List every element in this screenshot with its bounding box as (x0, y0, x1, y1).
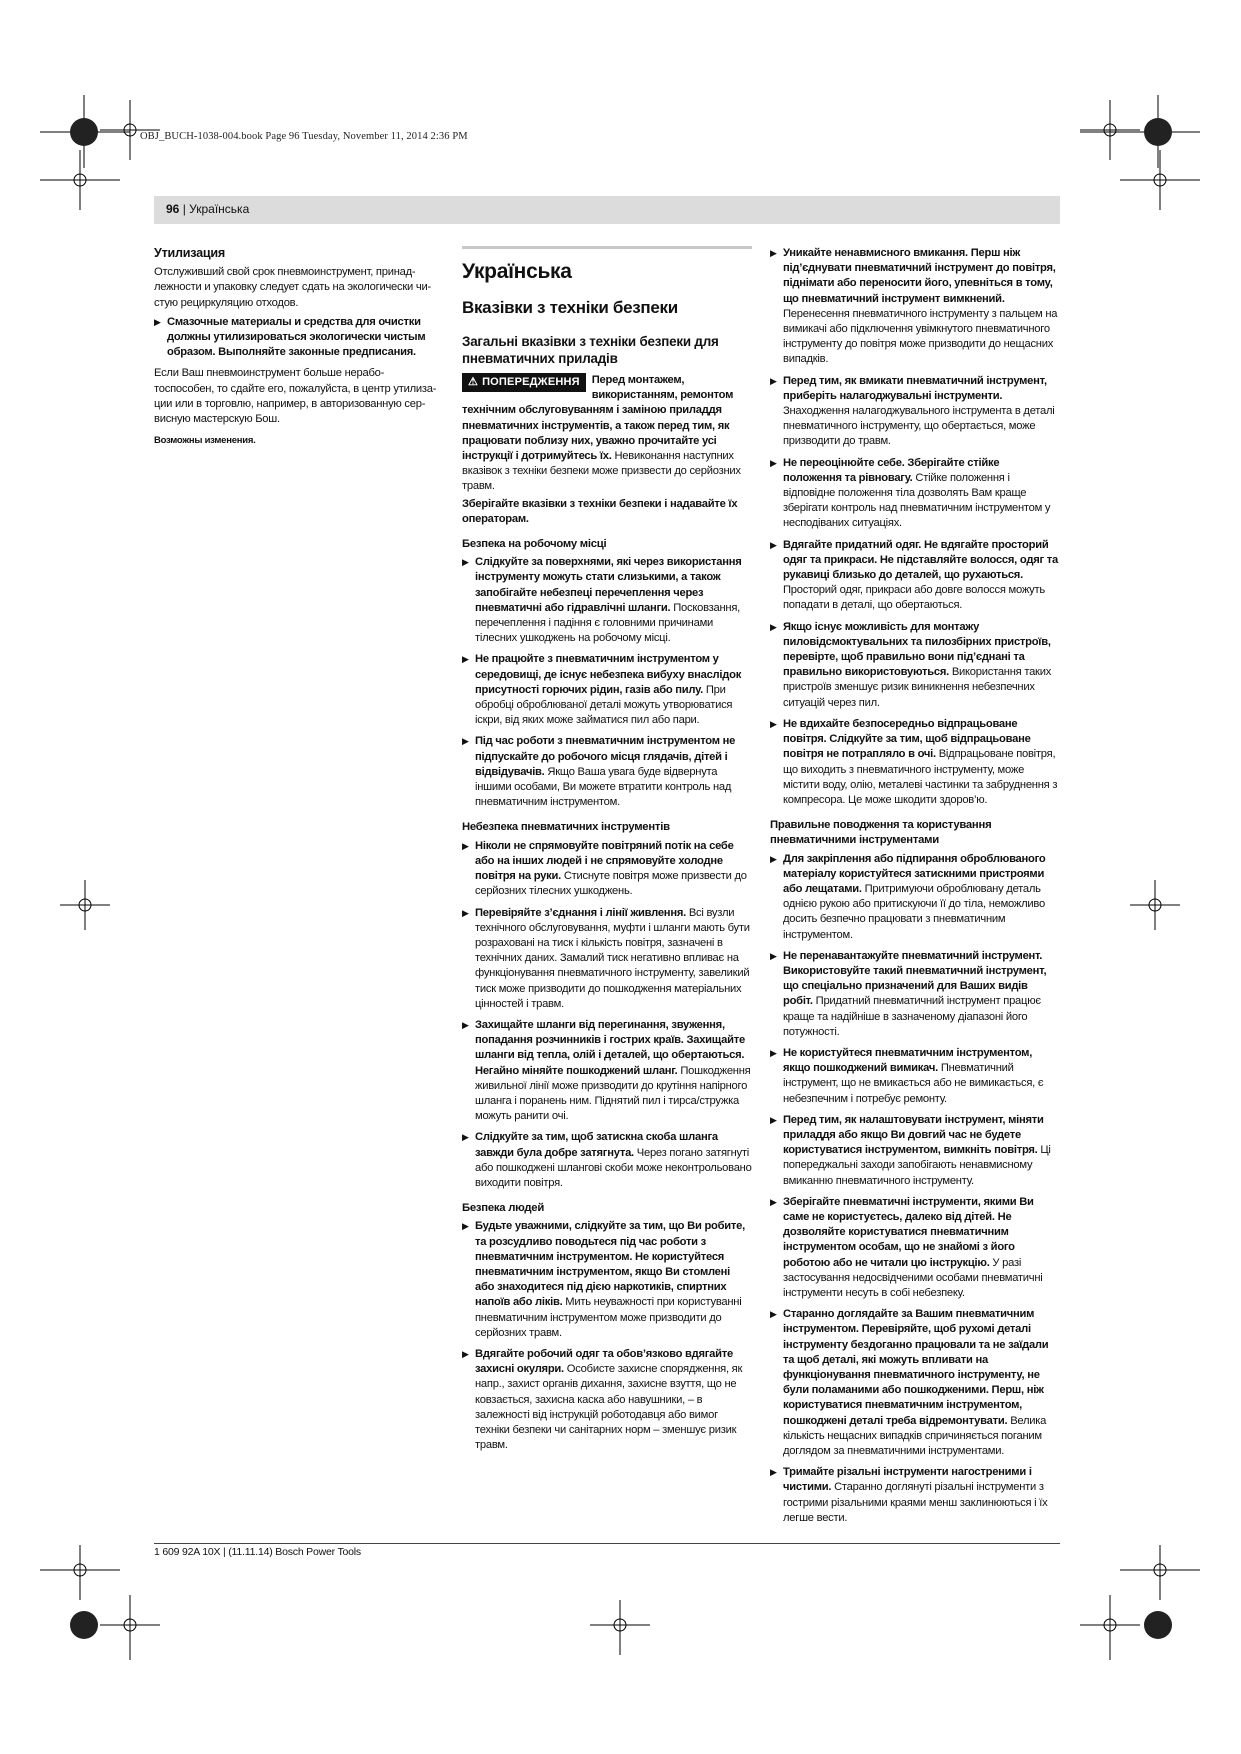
bullet-triangle-icon: ▶ (462, 907, 469, 918)
bullet-triangle-icon: ▶ (770, 1467, 777, 1478)
list-item: ▶ Під час роботи з пневматичним інструментом не підпускайте до робочого місця глядачів, дітей і відвідувачів. Якщо Ваша увага буде відвернута іншими особами, Ви можете втратити контроль над пневматичним інструментом. (462, 735, 736, 809)
list-item: ▶ Не працюйте з пневматичним інструментом у середовищі, де існує небезпека вибуху внаслідок присутності горючих рідин, газів або пилу. При обробці оброблюваної деталі можуть утворюватися іскри, від яких може займатися пил або пари. (462, 653, 742, 727)
workplace-heading: Безпека на робочому місці (462, 538, 607, 551)
changes-note: Возможны изменения. (154, 435, 256, 447)
bullet-triangle-icon: ▶ (462, 1132, 469, 1143)
paragraph: Отслуживший свой срок пневмоинструмент, принад-лежности и упаковку следует сдать на экологически чи-стую рециркуляцию отходов. (154, 266, 431, 309)
list-item: ▶ Перед тим, як вмикати пневматичний інструмент, приберіть налагоджувальні інструменти. Знаходження налагоджувального інструмента в деталі пневматичного інструменту, що обертається, може призводити до травм. (770, 374, 1055, 448)
list-item: ▶ Слідкуйте за тим, щоб затискна скоба шланга завжди була добре затягнута. Через погано затягнуті або пошкоджені шлангові скоби може неконтрольовано виходити повітря. (462, 1131, 752, 1189)
bullet-triangle-icon: ▶ (462, 736, 469, 747)
section-title: Вказівки з техніки безпеки (462, 298, 678, 317)
list-item: ▶ Смазочные материалы и средства для очистки должны утилизироваться экологически чистым образом. Выполняйте законные предписания. (154, 315, 426, 359)
file-header: OBJ_BUCH-1038-004.book Page 96 Tuesday, November 11, 2014 2:36 PM (140, 131, 468, 142)
hazard-heading: Небезпека пневматичних інструментів (462, 821, 670, 834)
list-item: ▶ Не перенавантажуйте пневматичний інструмент. Використовуйте такий пневматичний інструмент, що спеціально призначений для Ваших видів робіт. Придатний пневматичний інструмент працює краще та надійніше в зазначеному діапазоні його потужності. (770, 949, 1047, 1038)
heading-utilization: Утилизация (154, 246, 225, 260)
list-item: ▶ Слідкуйте за поверхнями, які через використання інструменту можуть стати слизькими, а також запобігайте небезпеці перечеплення через пневматичні або гідравлічні шланги. Посковзання, перечеплення і падіння є головними причинами тілесних ушкоджень на робочому місці. (462, 556, 742, 645)
page-header: 96 | Українська (166, 202, 250, 216)
list-item: ▶ Не вдихайте безпосередньо відпрацьоване повітря. Слідкуйте за тим, щоб відпрацьоване повітря не потрапляло в очі. Відпрацьоване повітря, що виходить з пневматичного інструменту, може містити воду, олію, металеві частинки та забруднення з компресора. Це може шкодити здоров’ю. (770, 717, 1058, 806)
bullet-triangle-icon: ▶ (770, 539, 777, 550)
list-item: ▶ Тримайте різальні інструменти нагостреними і чистими. Старанно доглянуті різальні інструменти з гострими різальними краями менш заклинюються і їх легше вести. (770, 1466, 1048, 1524)
bullet-triangle-icon: ▶ (770, 1114, 777, 1125)
warning-badge: ⚠ ПОПЕРЕДЖЕННЯ (462, 373, 586, 392)
list-item: ▶ Для закріплення або підпирання оброблюваного матеріалу користуйтеся затискними пристроями або лещатами. Притримуючи оброблювану деталь однією рукою або притискуючи її до тіла, неможливо досить безпечно працювати з пневматичним інструментом. (770, 852, 1046, 941)
column-divider (462, 246, 752, 249)
bullet-triangle-icon: ▶ (462, 557, 469, 568)
page-title: Українська (462, 260, 572, 283)
list-item: ▶ Якщо існує можливість для монтажу пиловідсмоктувальних та пилозбірних пристроїв, перевірте, щоб правильно вони під’єднані та правильно використовуються. Використання таких пристроїв зменшує ризик виникнення небезпечних ситуацій через пил. (770, 620, 1052, 709)
general-heading: Загальні вказівки з техніки безпеки для пневматичних приладів (462, 334, 719, 366)
list-item: ▶ Ніколи не спрямовуйте повітряний потік на себе або на інших людей і не спрямовуйте холодне повітря на руки. Стиснуте повітря може призвести до серйозних тілесних ушкоджень. (462, 839, 747, 898)
list-item: ▶ Захищайте шланги від перегинання, звуження, попадання розчинників і гострих країв. Захищайте шланги від тепла, олій і деталей, що обертаються. Негайно міняйте пошкоджений шланг. Пошкодження живильної лінії може призводити до крутіння напірного шланга і поранень ним. Піднятий пил і тирса/стружка можуть ранити очі. (462, 1018, 751, 1123)
bullet-triangle-icon: ▶ (462, 840, 469, 851)
bullet-triangle-icon: ▶ (770, 1196, 777, 1207)
paragraph: Если Ваш пневмоинструмент больше нерабо-тоспособен, то сдайте его, пожалуйста, в центр утилиза-ции или в торговлю, например, в авторизованную сер-висную мастерскую Бош. (154, 367, 437, 426)
list-item: ▶ Перед тим, як налаштовувати інструмент, міняти приладдя або якщо Ви довгий час не будете користуватися інструментом, вимкніть повітря. Ці попереджальні заходи запобігають ненавмисному вмиканню пневматичного інструменту. (770, 1113, 1051, 1187)
keep-instructions: Зберігайте вказівки з техніки безпеки і надавайте їх операторам. (462, 497, 738, 525)
footer-rule (154, 1543, 1060, 1544)
page-number: 96 (166, 202, 180, 216)
bullet-triangle-icon: ▶ (770, 950, 777, 961)
left-column (154, 246, 444, 448)
bullet-triangle-icon: ▶ (770, 457, 777, 468)
warning-icon: ⚠ (468, 376, 479, 388)
list-item: ▶ Не користуйтеся пневматичним інструментом, якщо пошкоджений вимикач. Пневматичний інструмент, що не вмикається або не вимикається, є небезпечним і потребує ремонту. (770, 1046, 1044, 1105)
proper-use-heading: Правильне поводження та користування пневматичними інструментами (770, 819, 992, 847)
list-item: ▶ Не переоцінюйте себе. Зберігайте стійке положення та рівновагу. Стійке положення і відповідне положення тіла дозволять Вам краще зберігати контроль над пневматичним інструментом у несподіваних ситуаціях. (770, 456, 1051, 530)
bullet-triangle-icon: ▶ (770, 1047, 777, 1058)
right-column (770, 246, 1060, 1532)
header-language: Українська (189, 202, 250, 216)
bullet-triangle-icon: ▶ (770, 718, 777, 729)
people-heading: Безпека людей (462, 1202, 545, 1215)
list-item: ▶ Зберігайте пневматичні інструменти, якими Ви саме не користуєтесь, далеко від дітей. Не дозволяйте користуватися пневматичним інструментом особам, що не знайомі з його роботою або не читали цю інструкцію. У разі застосування недосвідченими особами пневматичні інструменти несуть в собі небезпеку. (770, 1195, 1043, 1299)
list-item: ▶ Вдягайте придатний одяг. Не вдягайте просторий одяг та прикраси. Не підставляйте волосся, одяг та рукавиці близько до деталей, що рухаються. Просторий одяг, прикраси або довге волосся можуть попадати в деталі, що обертаються. (770, 538, 1058, 612)
page-footer: 1 609 92A 10X | (11.11.14) Bosch Power Tools (154, 1546, 361, 1558)
list-item: ▶ Уникайте ненавмисного вмикання. Перш ніж під’єднувати пневматичний інструмент до повітря, піднімати або переносити його, упевніться в тому, що пневматичний інструмент вимкнений. Перенесення пневматичного інструменту з пальцем на вимикачі або підключення увімкнутого пневматичного інструменту до повітря може призводити до нещасних випадків. (770, 247, 1058, 366)
bullet-triangle-icon: ▶ (462, 1348, 469, 1359)
list-item: ▶ Перевіряйте з’єднання і лінії живлення. Всі вузли технічного обслуговування, муфти і шланги мають бути розраховані на тиск і кількість повітря, зазначені в технічних даних. Замалий тиск негативно впливає на функціонування пневматичного інструменту, завеликий тиск може призводити до пошкодження матеріальних цінностей і травм. (462, 906, 750, 1010)
bullet-triangle-icon: ▶ (770, 621, 777, 632)
list-item: ▶ Старанно доглядайте за Вашим пневматичним інструментом. Перевіряйте, щоб рухомі деталі інструменту бездоганно працювали та не заїдали та щоб деталі, які можуть впливати на функціонування пневматичного інструменту, не були поламаними або пошкодженими. Перш, ніж користуватися пневматичним інструментом, пошкоджені деталі треба відремонтувати. Велика кількість нещасних випадків спричиняється поганим доглядом за пневматичними інструментами. (770, 1308, 1049, 1458)
bullet-triangle-icon: ▶ (462, 1221, 469, 1232)
bullet-triangle-icon: ▶ (462, 654, 469, 665)
middle-column: Українська Вказівки з техніки безпеки Загальні вказівки з техніки безпеки для пневматичних приладів ⚠ ПОПЕРЕДЖЕННЯ Перед монтажем, використанням, ремонтом технічним обслуговуванням і заміною приладдя пневматичних інструментів, а також перед тим, як працювати поблизу них, уважно прочитайте усі інструкції і дотримуйтесь їх. Невиконання наступних вказівок з техніки безпеки може призвести до серйозних травм. Зберігайте вказівки з техніки безпеки і надавайте їх операторам. Безпека на робочому місці ▶ Слідкуйте за поверхнями, які через використання інструменту можуть стати слизькими, а також запобігайте небезпеці перечеплення через пневматичні або гідравлічні шланги. Посковзання, перечеплення і падіння є головними причинами тілесних ушкоджень на робочому місці. ▶ Не працюйте з пневматичним інструментом у середовищі, де існує небезпека вибуху внаслідок присутності горючих рідин, газів або пилу. При обробці оброблюваної деталі можуть утворюватися іскри, від яких може займатися пил або пари. ▶ Під час роботи з пневматичним інструментом не підпускайте до робочого місця глядачів, дітей і відвідувачів. Якщо Ваша увага буде відвернута іншими особами, Ви можете втратити контроль над пневматичним інструментом. Небезпека пневматичних інструментів ▶ Ніколи не спрямовуйте повітряний потік на себе або на інших людей і не спрямовуйте холодне повітря на руки. Стиснуте повітря може призвести до серйозних тілесних ушкоджень. ▶ Перевіряйте з’єднання і лінії живлення. Всі вузли технічного обслуговування, муфти і шланги мають бути розраховані на тиск і кількість повітря, зазначені в технічних даних. Замалий тиск негативно впливає на функціонування пневматичного інструменту, завеликий тиск може призводити до пошкодження матеріальних цінностей і травм. ▶ Захищайте шланги від перегинання, звуження, попадання розчинників і гострих країв. Захищайте шланги від тепла, олій і деталей, що обертаються. Негайно міняйте пошкоджений шланг. Пошкодження живильної лінії може призводити до крутіння напірного шланга і поранень ним. Піднятий пил і тирса/стружка можуть ранити очі. ▶ Слідкуйте за тим, щоб затискна скоба шланга завжди була добре затягнута. Через погано затягнуті або пошкоджені шлангові скоби може неконтрольовано виходити повітря. Безпека людей ▶ Будьте уважними, слідкуйте за тим, що Ви робите, та розсудливо поводьтеся під час роботи з пневматичним інструментом. Не користуйтеся пневматичним інструментом, якщо Ви стомлені або знаходитеся під дією наркотиків, спиртних напоїв або ліків. Мить неуважності при користуванні пневматичним інструментом може призводити до серйозних травм. ▶ Вдягайте робочий одяг та обов’язково вдягайте захисні окуляри. Особисте захисне спорядження, як напр., захист органів дихання, захисне взуття, що не ковзається, захисна каска або навушники, – в залежності від інструкцій роботодавця або вимог техніки безпеки чи санітарних норм – зменшує ризик травм. (462, 246, 752, 1459)
bullet-triangle-icon: ▶ (462, 1019, 469, 1030)
bullet-triangle-icon: ▶ (770, 248, 777, 258)
list-item: ▶ Вдягайте робочий одяг та обов’язково вдягайте захисні окуляри. Особисте захисне спорядження, як напр., захист органів дихання, захисне взуття, що не ковзається, захисна каска або навушники, – в залежності від інструкцій роботодавця або вимог техніки безпеки чи санітарних норм – зменшує ризик травм. (462, 1347, 743, 1452)
bullet-triangle-icon: ▶ (770, 1309, 777, 1320)
page-header-bar (154, 196, 1060, 224)
bullet-triangle-icon: ▶ (770, 853, 777, 864)
list-item: ▶ Будьте уважними, слідкуйте за тим, що Ви робите, та розсудливо поводьтеся під час роботи з пневматичним інструментом. Не користуйтеся пневматичним інструментом, якщо Ви стомлені або знаходитеся під дією наркотиків, спиртних напоїв або ліків. Мить неуважності при користуванні пневматичним інструментом може призводити до серйозних травм. (462, 1220, 745, 1339)
bullet-triangle-icon: ▶ (770, 375, 777, 386)
bullet-triangle-icon: ▶ (154, 316, 161, 327)
